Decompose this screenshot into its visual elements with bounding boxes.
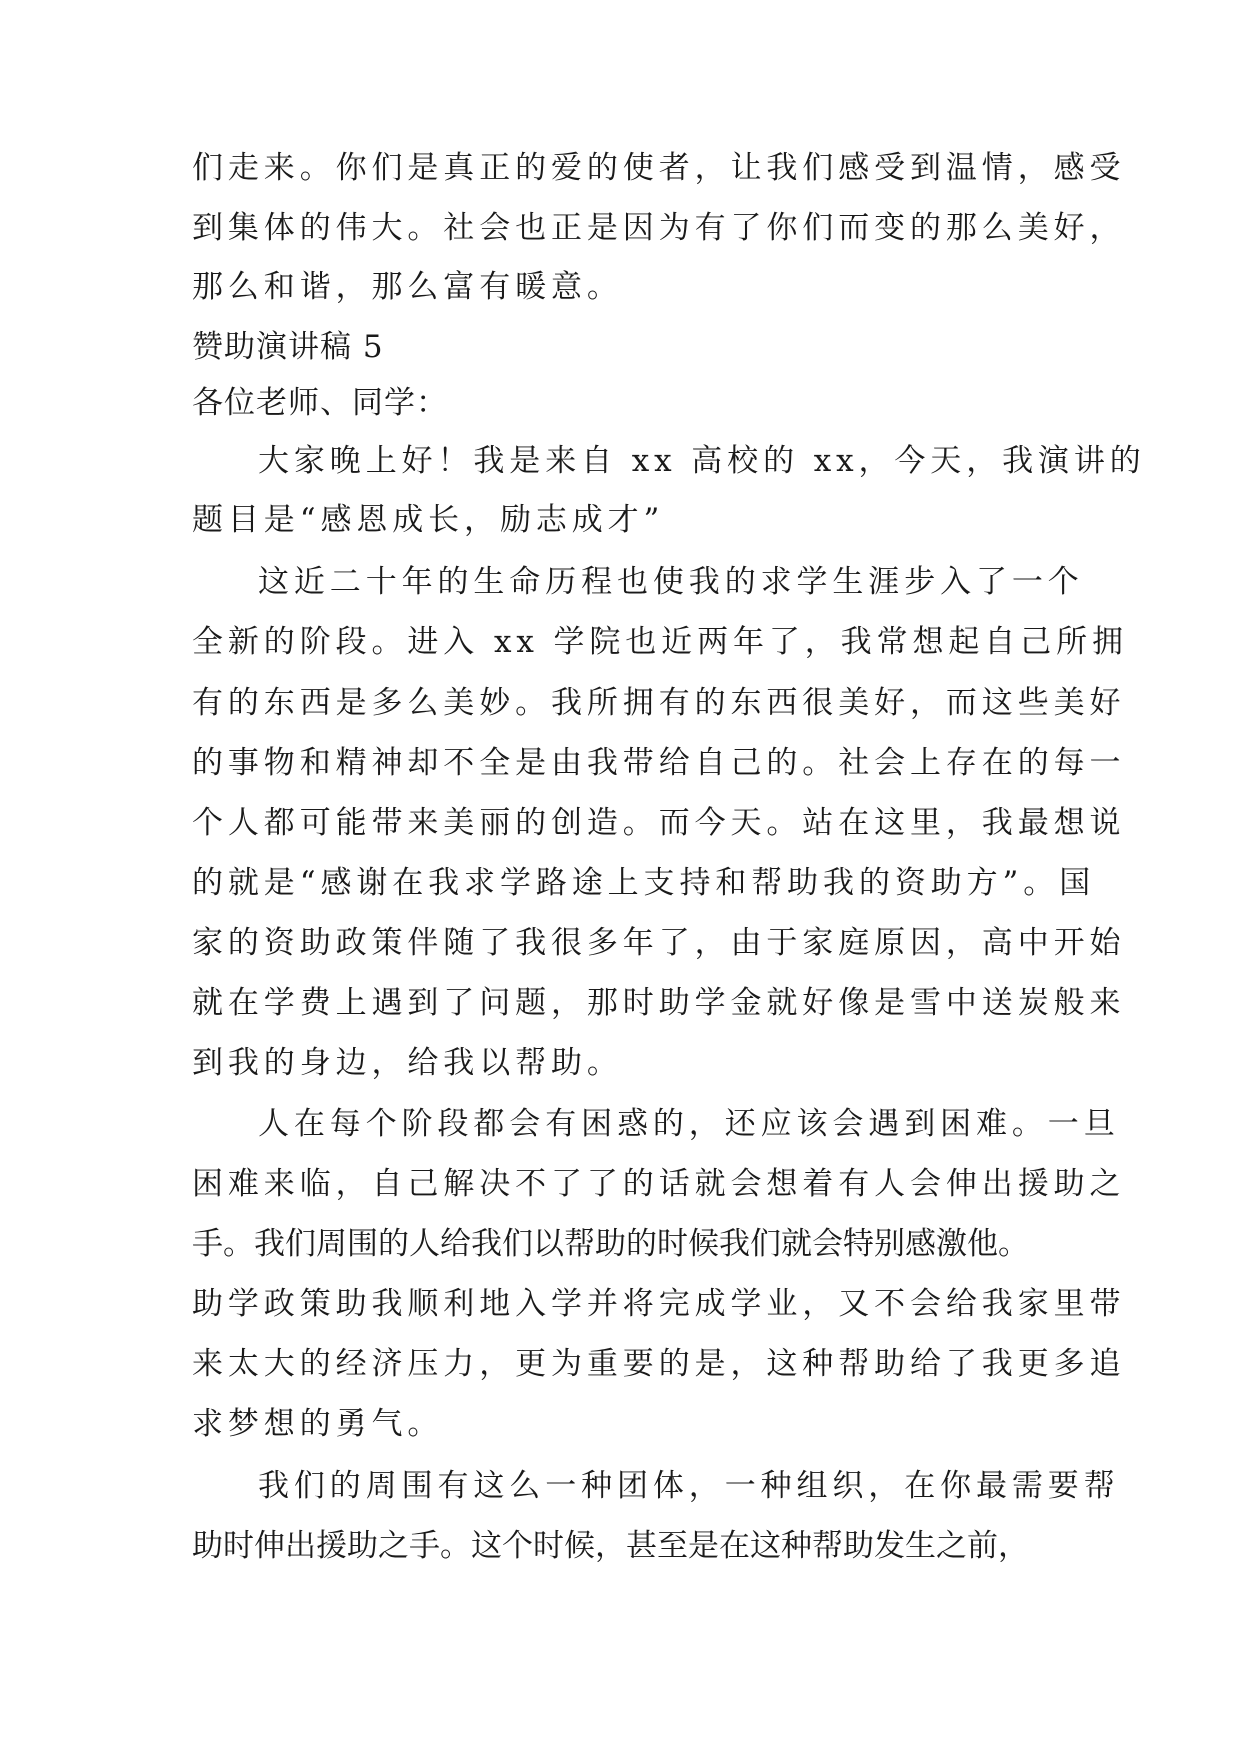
text-line: 全新的阶段。进入 xx 学院也近两年了，我常想起自己所拥 bbox=[192, 624, 1128, 660]
text-line: 家的资助政策伴随了我很多年了，由于家庭原因，高中开始 bbox=[192, 925, 1126, 961]
text-line: 有的东西是多么美妙。我所拥有的东西很美好，而这些美好 bbox=[192, 685, 1126, 721]
text-line: 困难来临，自己解决不了了的话就会想着有人会伸出援助之 bbox=[192, 1166, 1126, 1202]
text-line: 们走来。你们是真正的爱的使者，让我们感受到温情，感受 bbox=[192, 150, 1126, 186]
text-line: 手。我们周围的人给我们以帮助的时候我们就会特别感激他。 bbox=[192, 1226, 1029, 1262]
paragraph-first-line: 大家晚上好！我是来自 xx 高校的 xx，今天，我演讲的 bbox=[258, 443, 1146, 479]
paragraph-first-line: 这近二十年的生命历程也使我的求学生涯步入了一个 bbox=[258, 564, 1084, 600]
text-line: 的就是“感谢在我求学路途上支持和帮助我的资助方”。国 bbox=[192, 865, 1096, 901]
section-heading: 赞助演讲稿 5 bbox=[192, 329, 384, 365]
paragraph-first-line: 人在每个阶段都会有困惑的，还应该会遇到困难。一旦 bbox=[258, 1106, 1120, 1142]
text-line: 助学政策助我顺利地入学并将完成学业，又不会给我家里带 bbox=[192, 1286, 1126, 1322]
text-line: 助时伸出援助之手。这个时候，甚至是在这种帮助发生之前， bbox=[192, 1528, 1029, 1564]
text-line: 那么和谐，那么富有暖意。 bbox=[192, 269, 623, 305]
paragraph-first-line: 我们的周围有这么一种团体，一种组织，在你最需要帮 bbox=[258, 1468, 1120, 1504]
text-line: 题目是“感恩成长，励志成才” bbox=[192, 502, 665, 538]
salutation: 各位老师、同学： bbox=[192, 385, 448, 421]
text-line: 的事物和精神却不全是由我带给自己的。社会上存在的每一 bbox=[192, 745, 1126, 781]
text-line: 来太大的经济压力，更为重要的是，这种帮助给了我更多追 bbox=[192, 1346, 1126, 1382]
text-line: 到集体的伟大。社会也正是因为有了你们而变的那么美好， bbox=[192, 210, 1126, 246]
text-line: 就在学费上遇到了问题，那时助学金就好像是雪中送炭般来 bbox=[192, 985, 1126, 1021]
text-line: 到我的身边，给我以帮助。 bbox=[192, 1045, 623, 1081]
text-line: 求梦想的勇气。 bbox=[192, 1406, 444, 1442]
text-line: 个人都可能带来美丽的创造。而今天。站在这里，我最想说 bbox=[192, 805, 1126, 841]
